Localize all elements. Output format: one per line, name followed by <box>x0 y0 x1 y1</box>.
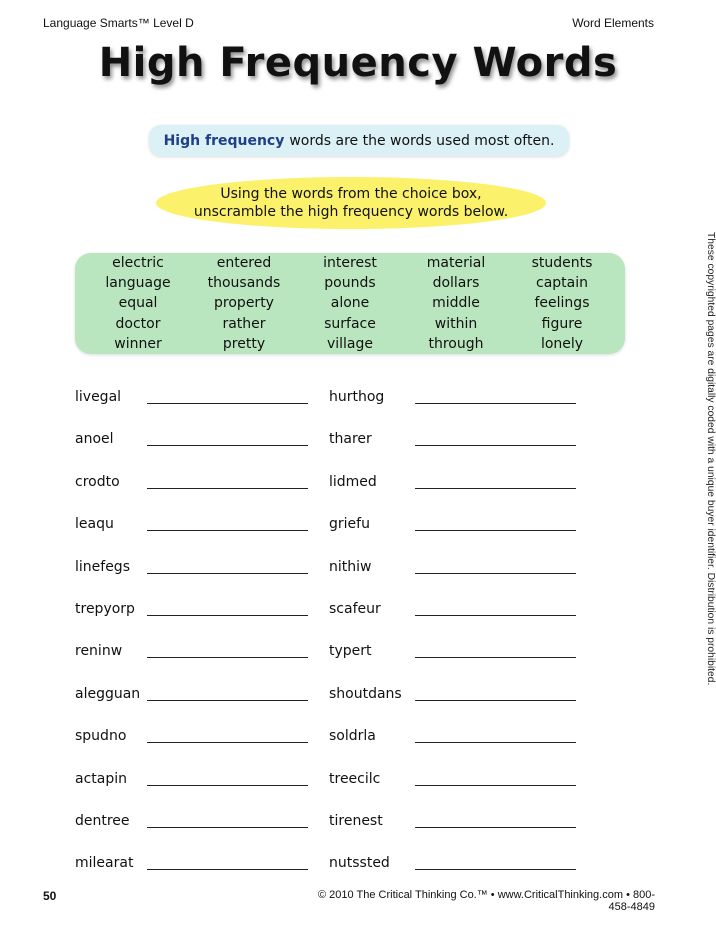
page-number: 50 <box>43 889 57 903</box>
answer-line[interactable] <box>415 488 576 489</box>
scrambled-word: dentree <box>75 813 130 829</box>
choice-word: dollars <box>432 275 480 292</box>
choice-word: thousands <box>207 275 281 292</box>
choice-word: lonely <box>540 335 584 352</box>
answer-line[interactable] <box>147 573 308 574</box>
scrambled-word: nutssted <box>329 855 390 872</box>
answer-line[interactable] <box>147 785 308 786</box>
choice-word: figure <box>541 315 583 332</box>
instructions-oval <box>156 177 546 229</box>
answer-line[interactable] <box>415 615 576 616</box>
choice-word: alone <box>330 295 370 312</box>
choice-word: property <box>214 295 274 312</box>
choice-word: within <box>434 315 478 332</box>
header-section: Word Elements <box>572 16 654 30</box>
answer-line[interactable] <box>147 657 308 658</box>
choice-word: village <box>326 335 374 352</box>
scrambled-word: tirenest <box>329 813 383 829</box>
definition-highlight: High frequency <box>163 132 285 149</box>
scrambled-word: trepyorp <box>75 601 135 617</box>
answer-line[interactable] <box>147 530 308 531</box>
choice-word: students <box>531 255 593 272</box>
choice-column <box>297 253 403 354</box>
choice-word: interest <box>323 255 377 272</box>
answer-line[interactable] <box>147 742 308 743</box>
choice-column <box>403 253 509 354</box>
answer-line[interactable] <box>147 869 308 870</box>
choice-word: equal <box>118 295 158 312</box>
scrambled-word: reninw <box>75 643 123 660</box>
choice-word: captain <box>536 275 588 292</box>
scrambled-word: typert <box>329 643 372 660</box>
answer-line[interactable] <box>415 530 576 531</box>
scrambled-word: shoutdans <box>329 685 402 702</box>
scrambled-word: soldrla <box>329 728 376 745</box>
answer-line[interactable] <box>147 445 308 446</box>
scrambled-word: leaqu <box>75 516 114 533</box>
choice-word: doctor <box>115 315 161 332</box>
page-title: High Frequency Words <box>98 40 618 86</box>
scrambled-word: tharer <box>329 431 372 448</box>
scrambled-word: anoel <box>75 431 114 448</box>
scrambled-word: lidmed <box>329 473 377 490</box>
scrambled-word: alegguan <box>75 685 141 702</box>
choice-word: winner <box>114 335 162 352</box>
choice-word: electric <box>112 255 164 272</box>
answer-line[interactable] <box>415 742 576 743</box>
answer-line[interactable] <box>147 488 308 489</box>
scrambled-word: livegal <box>75 389 122 405</box>
scrambled-word: griefu <box>329 516 370 533</box>
choice-word: rather <box>222 315 266 332</box>
scrambled-word: spudno <box>75 728 127 745</box>
choice-word: pounds <box>324 275 376 292</box>
definition-box <box>149 125 569 156</box>
scrambled-word: actapin <box>75 770 127 787</box>
choice-column <box>85 253 191 354</box>
answer-line[interactable] <box>415 785 576 786</box>
answer-line[interactable] <box>415 869 576 870</box>
scrambled-word: hurthog <box>329 389 385 405</box>
scrambled-word: nithiw <box>329 558 372 575</box>
scrambled-word: treecilc <box>329 770 381 787</box>
choice-column <box>509 253 615 354</box>
choice-word: surface <box>324 315 376 332</box>
answer-line[interactable] <box>415 827 576 828</box>
instructions-line-1: Using the words from the choice box, <box>220 186 482 202</box>
scrambled-word: crodto <box>75 473 120 490</box>
answer-line[interactable] <box>147 700 308 701</box>
answer-line[interactable] <box>147 615 308 616</box>
definition-text: words are the words used most often. <box>289 132 555 149</box>
answer-line[interactable] <box>147 827 308 828</box>
choice-word: feelings <box>534 295 590 312</box>
choice-word: through <box>428 335 484 352</box>
choice-word: language <box>105 275 171 292</box>
choice-word: middle <box>432 295 480 312</box>
choice-word: pretty <box>222 335 266 352</box>
answer-line[interactable] <box>415 700 576 701</box>
answer-line[interactable] <box>415 573 576 574</box>
choice-word: entered <box>216 255 272 272</box>
copyright-side-note: These copyrighted pages are digitally coded with a unique buyer identifier. Distribution is prohibited. <box>705 232 716 686</box>
answer-line[interactable] <box>415 403 576 404</box>
scrambled-word: scafeur <box>329 601 381 617</box>
header-series: Language Smarts™ Level D <box>43 16 194 30</box>
instructions-line-2: unscramble the high frequency words below. <box>193 204 509 220</box>
scrambled-word: milearat <box>75 855 134 872</box>
answer-line[interactable] <box>415 657 576 658</box>
scrambled-word: linefegs <box>75 558 130 575</box>
choice-box <box>75 253 625 354</box>
choice-word: material <box>426 255 486 272</box>
choice-column <box>191 253 297 354</box>
footer-copyright: © 2010 The Critical Thinking Co.™ • www.CriticalThinking.com • 800-458-4849 <box>318 889 655 913</box>
answer-line[interactable] <box>147 403 308 404</box>
answer-line[interactable] <box>415 445 576 446</box>
